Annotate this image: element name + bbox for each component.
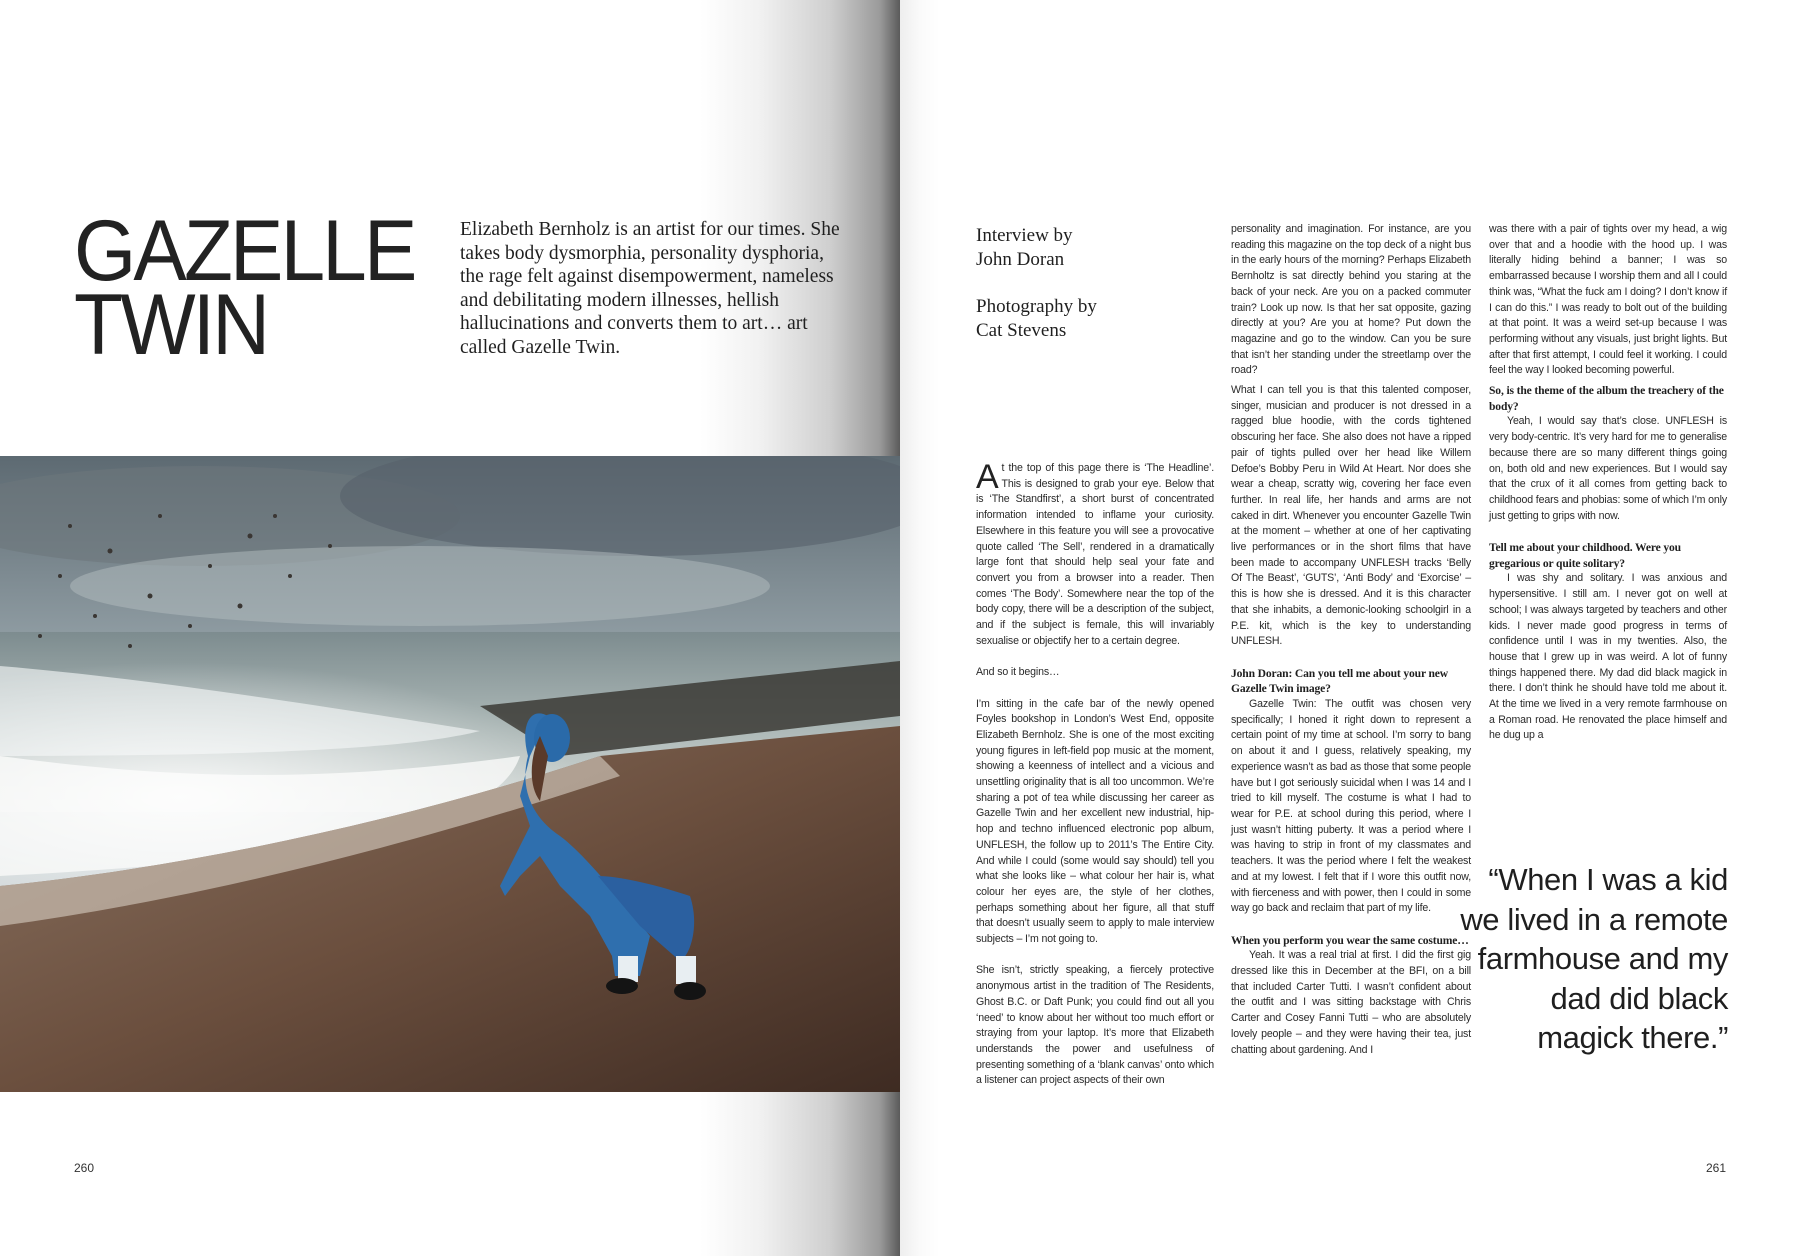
standfirst: Elizabeth Bernholz is an artist for our times. She takes body dysmorphia, personality dysphoria, the rage felt against disempowerment, nameless and debilitating modern illnesses, hellish hallucinations and converts them to art… art called Gazelle Twin. (460, 219, 840, 358)
interview-answer: Gazelle Twin: The outfit was chosen very specifically; I honed it right down to represent a certain point of my time at school. I’m sorry to bang on about it and I guess, relatively speaking, my experience wasn’t as bad as those that some people have but I got seriously suicidal when I was 14 and I tried to kill myself. The costume is what I had to wear for P.E. at school during this period, where I just wasn’t hitting puberty. It was a period where I was having to strip in front of my classmates and teachers. It was the period where I felt the weakest and at my lowest. I felt that if I wore this outfit now, with fierceness and with power, then I could in some way go back and reclaim that part of my life. (1231, 698, 1471, 915)
headline-line-1: GAZELLE (74, 203, 415, 299)
body-paragraph: personality and imagination. For instance, are you reading this magazine on the top deck of a night bus in the early hours of the morning? Perhaps Elizabeth Bernholtz is sat directly behind you staring at the back of your neck. Are you on a packed commuter train? Look up now. Is that her sat opposite, gazing directly at you? Are you at home? Put down the magazine and go to the window. Can you be sure that isn’t her standing under the streetlamp over the road? (1231, 223, 1471, 377)
intro-text: t the top of this page there is ‘The Headline’. This is designed to grab your eye. Below that is ‘The Standfirst’, a short burst of concentrated information intended to inflame your curiosity. Elsewhere in this feature you will see a provocative quote called ‘The Sell’, rendered in a dramatically large font that should help seal your fate and convert you from a browser into a reader. Then comes ‘The Body’. Somewhere near the top of the body copy, there will be a description of the subject, and if the subject is female, this will invariably sexualise or objectify her to a certain degree. (976, 462, 1214, 647)
headline (74, 203, 415, 373)
intro-paragraph (976, 458, 1214, 649)
body-paragraph: She isn’t, strictly speaking, a fiercely protective anonymous artist in the tradition of The Residents, Ghost B.C. or Daft Punk; you could find out all you ‘need’ to know about her without too much effort or straying from your laptop. It’s more that Elizabeth understands the power and usefulness of presenting something of a ‘blank canvas’ onto which a listener can project aspects of their own (976, 964, 1214, 1087)
photography-label: Photography by (976, 296, 1097, 317)
interview-label: Interview by (976, 225, 1073, 246)
interview-answer: I was shy and solitary. I was anxious and hypersensitive. I still am. I never got on well at school; I was always targeted by teachers and other kids. I never made good progress in terms of confidence until I was in my twenties. Also, the house that I grew up in was weird. A lot of funny things happened there. My dad did black magick in there. I don’t think he should have told me about it. At the time we lived in a very remote farmhouse on a Roman road. He renovated the place himself and he dug up a (1489, 572, 1727, 742)
body-column-2 (1231, 222, 1471, 1074)
interview-answer: Yeah. It was a real trial at first. I did the first gig dressed like this in December at the BFI, on a bill that included Carter Tutti. I wasn’t confident about the outfit and I was sitting backstage with Chris Carter and Cosey Fanni Tutti – who are absolutely lovely people – and they were having their tea, just chatting about gardening. And I (1231, 949, 1471, 1056)
credits (976, 224, 1216, 366)
body-column-1 (976, 458, 1214, 1105)
interview-credit (976, 224, 1216, 271)
interview-question: So, is the theme of the album the treachery of the body? (1489, 384, 1724, 413)
photography-name: Cat Stevens (976, 319, 1067, 341)
interview-answer: Yeah, I would say that’s close. UNFLESH is very body-centric. It’s very hard for me to generalise because there are so many different things going on, both old and new experiences. But I would say that the crux of it all comes from getting back to childhood fears and phobias: some of which I’m only just getting to grips with now. (1489, 415, 1727, 522)
page-number-left: 260 (74, 1161, 95, 1175)
body-paragraph: What I can tell you is that this talented composer, singer, musician and producer is not dressed in a ragged blue hoodie, with the cords tightened obscuring her face. She also does not have a ripped pair of tights pulled over her head like Willem Defoe’s Bobby Peru in Wild At Heart. Nor does she wear a cheap, scratty wig, covering her face even further. In real life, her hands and arms are not caked in dirt. Whenever you encounter Gazelle Twin at the moment – whether at one of her captivating live performances or in the short films that have been made to accompany UNFLESH tracks ‘Belly Of The Beast’, ‘GUTS’, ‘Anti Body’ and ‘Exorcise’ – this is how she is dressed. And it is this character that she inhabits, a demonic-looking schoolgirl in a P.E. kit, which is the key to understanding UNFLESH. (1231, 384, 1471, 648)
interview-name: John Doran (976, 248, 1065, 270)
body-paragraph: And so it begins… (976, 666, 1060, 679)
interview-answer: was there with a pair of tights over my head, a wig over that and a hoodie with the hood up. I was literally hiding behind a banner; I was so embarrassed because I worship them and all I could think was, “What the fuck am I doing? I don’t know if I can do this.” I was ready to bolt out of the building at that point. It was a weird set-up because I was performing without any visuals, just bright lights. But after that first attempt, I could feel it working. I could feel the way I looked becoming powerful. (1489, 223, 1727, 377)
pull-quote: “When I was a kid we lived in a remote farmhouse and my dad did black magick there.” (1460, 862, 1728, 1055)
photography-credit (976, 295, 1216, 342)
beach-photo (0, 456, 900, 1092)
page-number-right: 261 (1706, 1161, 1727, 1175)
interview-question: John Doran: Can you tell me about your new Gazelle Twin image? (1231, 666, 1449, 696)
beach-photo-image (0, 456, 900, 1092)
interview-question: When you perform you wear the same costume… (1231, 933, 1469, 947)
body-paragraph: I’m sitting in the cafe bar of the newly opened Foyles bookshop in London’s West End, opposite Elizabeth Bernholz. She is one of the most exciting young figures in left-field pop music at the moment, showing a keenness of intellect and a vicious and unsettling originality that is all too uncommon. We’re sharing a pot of tea while discussing her career as Gazelle Twin and her excellent new industrial, hip-hop and techno influenced electronic pop album, UNFLESH, the follow up to 2011’s The Entire City. And while I could (some would say should) tell you what she looks like – what colour her hair is, what colour her eyes are, the style of her clothes, perhaps something about her figure, all that stuff that doesn’t usually seem to apply to male interview subjects – I’m not going to. (976, 697, 1214, 946)
headline-line-2: TWIN (74, 277, 268, 373)
body-column-3 (1489, 222, 1727, 760)
drop-cap: A (976, 458, 999, 496)
interview-question: Tell me about your childhood. Were you gregarious or quite solitary? (1489, 541, 1681, 570)
